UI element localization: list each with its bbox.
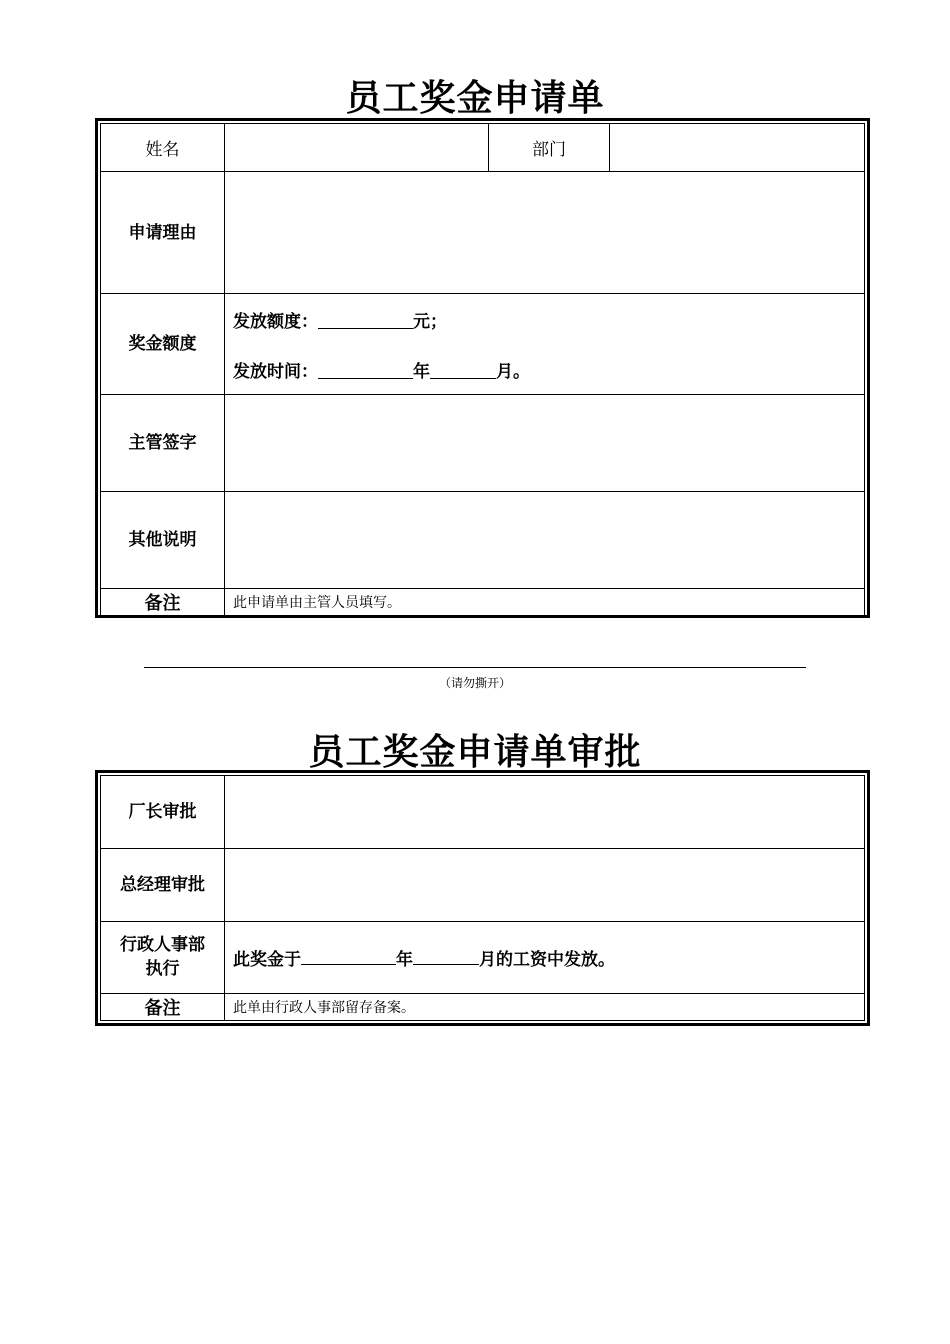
bonus-amount-prefix: 发放额度： [233,311,318,332]
bonus-time-line [233,344,864,394]
name-label: 姓名 [101,124,225,172]
approval-form [95,770,870,1026]
remark-label: 备注 [101,589,225,616]
remark-text: 此申请单由主管人员填写。 [225,589,865,616]
gm-label: 总经理审批 [101,849,225,921]
dept-label: 部门 [489,124,610,172]
gm-approval-field[interactable] [225,849,865,921]
tear-note: （请勿撕开） [438,676,511,690]
factory-approval-field[interactable] [225,776,865,849]
reason-label: 申请理由 [101,172,225,294]
approval-title: 员工奖金申请单审批 [308,732,642,773]
admin-label-line1: 行政人事部 [120,935,205,956]
form-title: 员工奖金申请单 [345,78,605,119]
admin-execute-cell [225,921,865,993]
admin-text-suffix: 月的工资中发放。 [479,949,615,970]
name-field[interactable] [225,124,489,172]
bonus-amount-suffix: 元； [413,311,447,332]
dept-field[interactable] [610,124,865,172]
bonus-amount-blank[interactable] [318,310,413,329]
supervisor-label: 主管签字 [101,395,225,492]
bonus-year-blank[interactable] [318,360,413,379]
tear-line [144,667,806,668]
admin-text-prefix: 此奖金于 [233,949,301,970]
admin-month-blank[interactable] [413,946,479,965]
bonus-time-year: 年 [413,361,430,382]
bonus-application-form [95,118,870,618]
bonus-amount-cell [225,294,865,395]
admin-text-year: 年 [396,949,413,970]
approval-remark-text: 此单由行政人事部留存备案。 [225,993,865,1020]
reason-field[interactable] [225,172,865,294]
bonus-amount-line [233,294,864,344]
admin-label [101,921,225,993]
approval-remark-label: 备注 [101,993,225,1020]
other-field[interactable] [225,492,865,589]
bonus-label: 奖金额度 [101,294,225,395]
other-label: 其他说明 [101,492,225,589]
admin-label-line2: 执行 [145,959,180,980]
admin-year-blank[interactable] [301,946,396,965]
supervisor-signature-field[interactable] [225,395,865,492]
bonus-time-month: 月。 [496,361,530,382]
bonus-month-blank[interactable] [430,360,496,379]
bonus-time-prefix: 发放时间： [233,361,318,382]
factory-label: 厂长审批 [101,776,225,849]
